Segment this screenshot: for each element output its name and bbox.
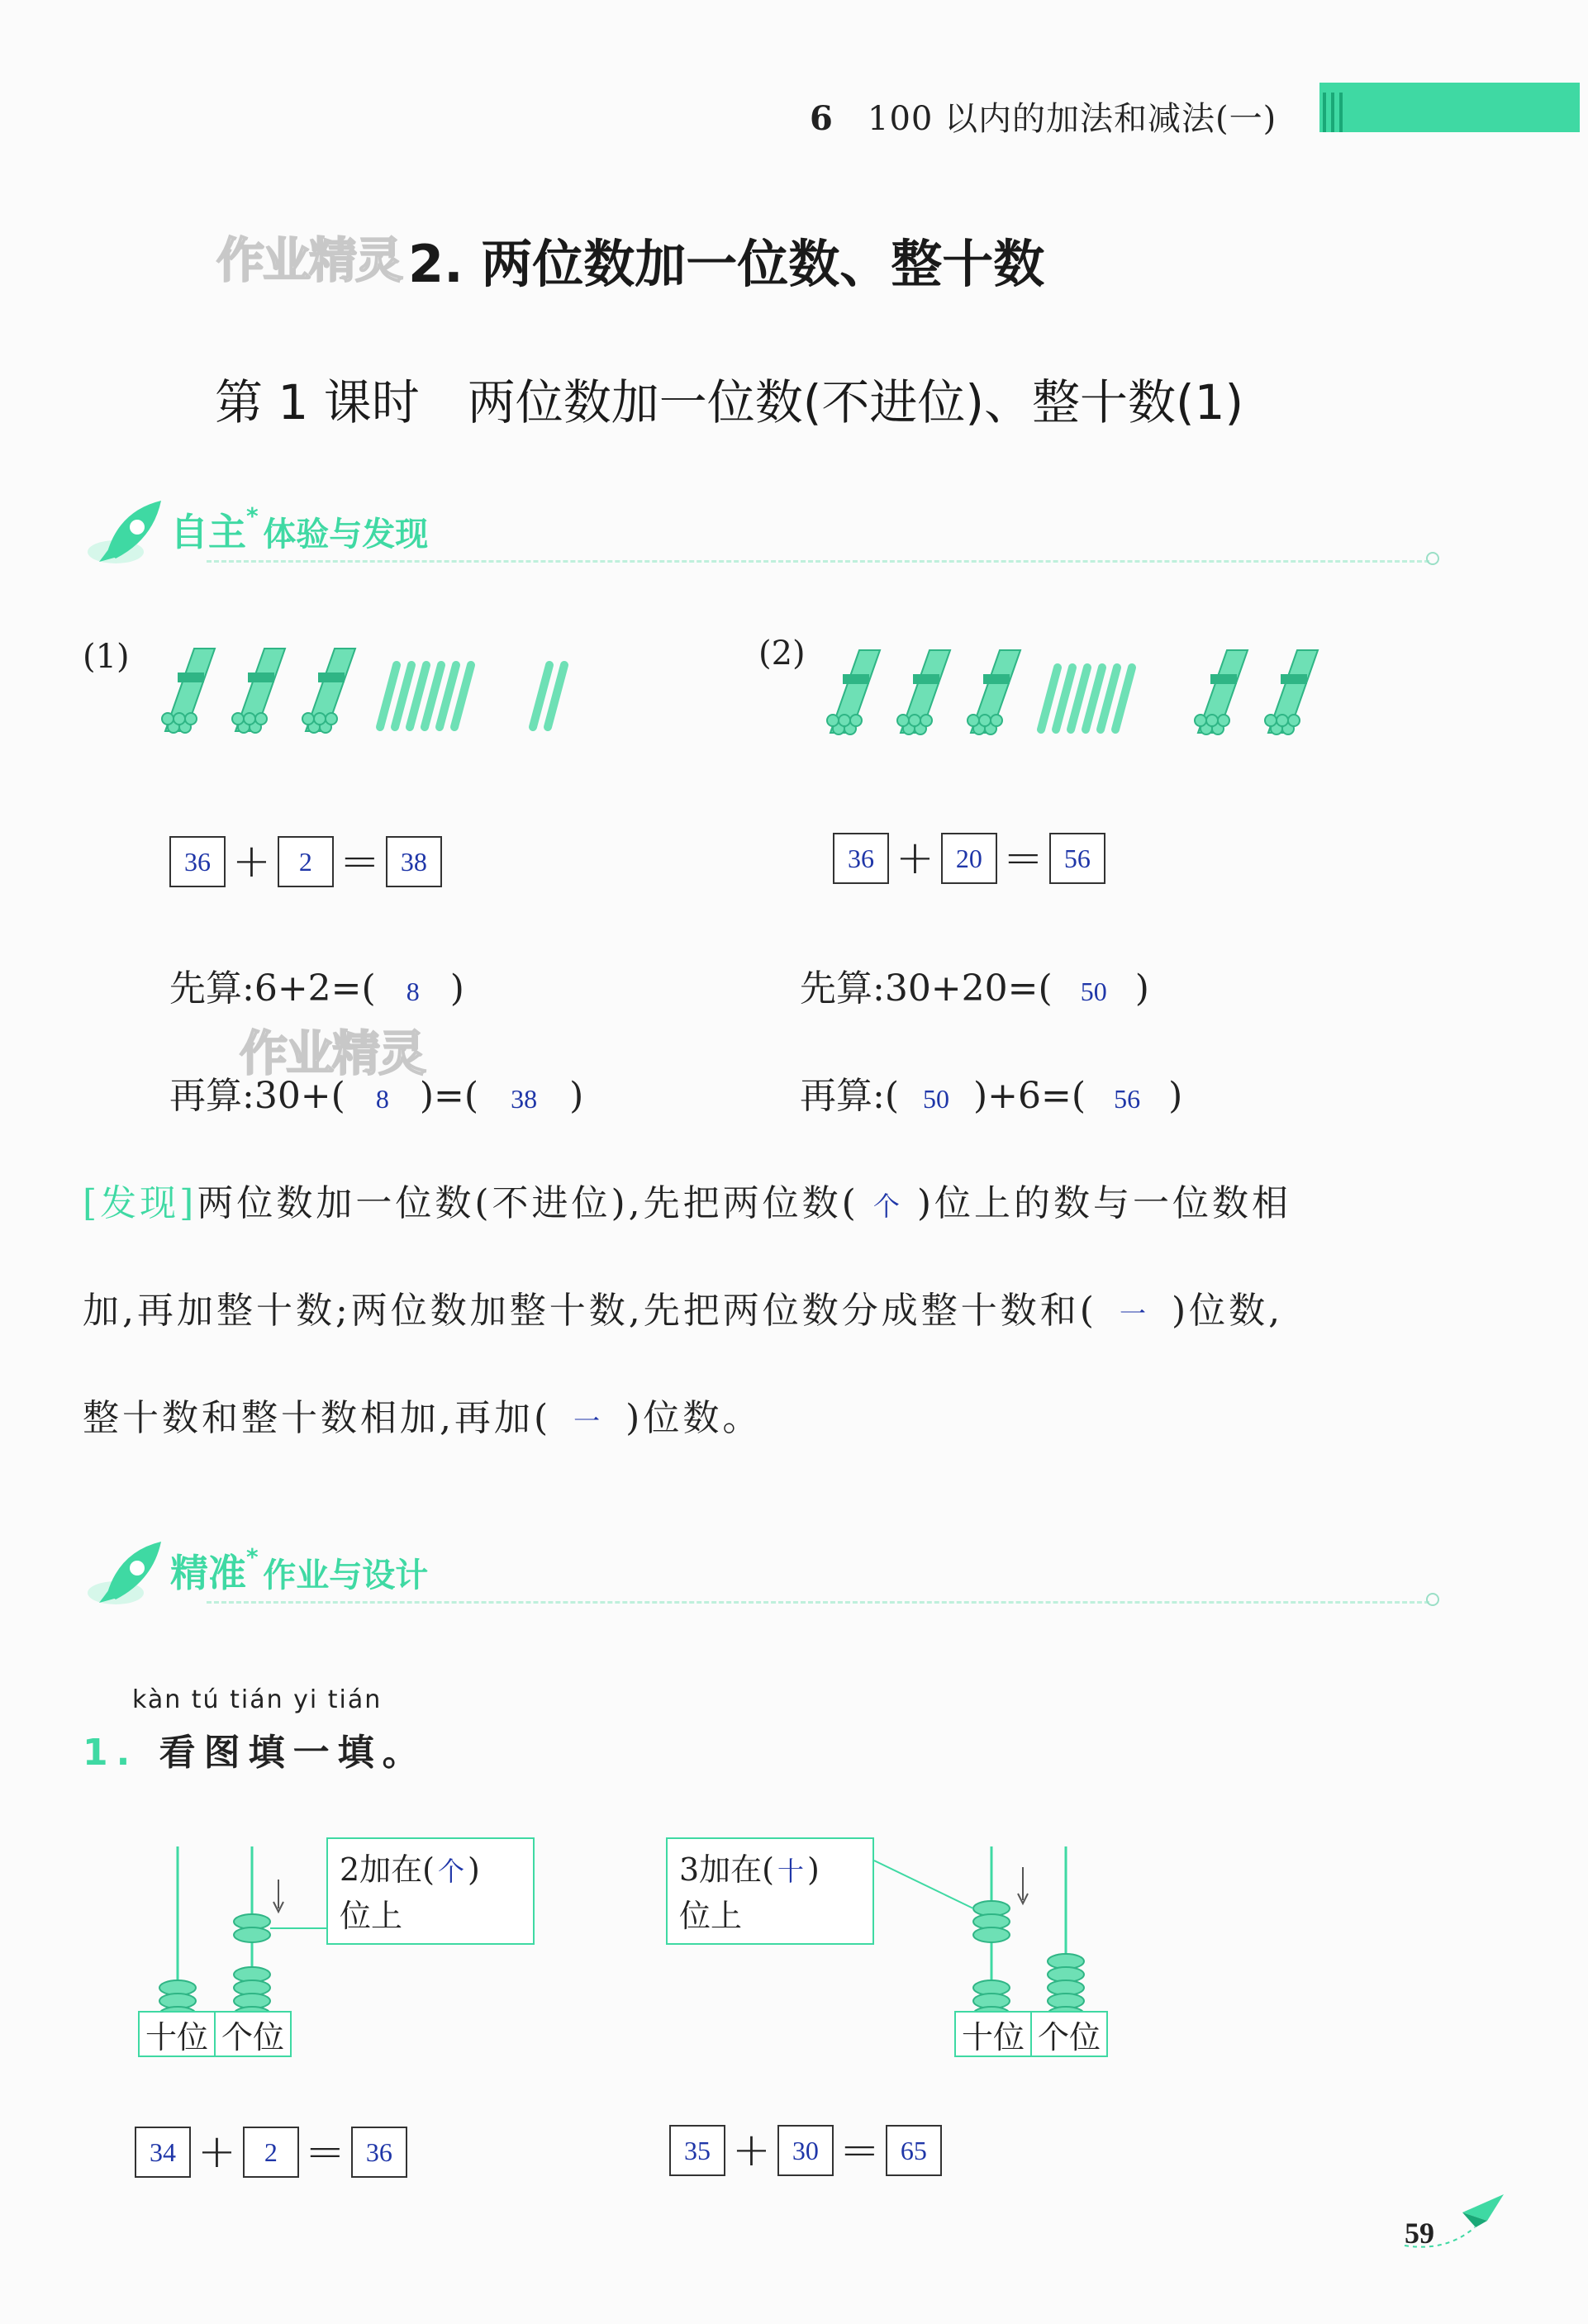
watermark-top: 作业精灵: [216, 232, 402, 288]
paper-plane-icon: [1396, 2188, 1520, 2254]
part1-eq-a[interactable]: 36: [169, 836, 226, 887]
part1-then-step: 再算:30+( 8 )=( 38 ): [169, 1075, 584, 1117]
q1-pinyin: kàn tú tián yi tián: [132, 1685, 383, 1714]
rocket-icon: [83, 1535, 174, 1614]
part2-then-answer-2[interactable]: 56: [1114, 1084, 1141, 1114]
equals-sign: =: [839, 2123, 879, 2177]
part1-then-answer-2[interactable]: 38: [511, 1084, 538, 1114]
right-equation: [669, 2125, 942, 2176]
divider-dot: [1426, 552, 1439, 565]
part2-equation: [833, 833, 1105, 884]
left-eq-c[interactable]: 36: [351, 2127, 407, 2178]
right-callout-answer[interactable]: 十: [777, 1856, 805, 1887]
rocket-icon: [83, 494, 174, 573]
section-practice-title: 精准* 作业与设计: [170, 1543, 429, 1595]
part2-eq-c[interactable]: 56: [1049, 833, 1105, 884]
ones-place-label: 个位: [214, 2013, 290, 2055]
part1-equation: [169, 836, 442, 887]
discovery-tag: [发现]: [83, 1182, 197, 1224]
lesson-title: 2. 两位数加一位数、整十数: [408, 234, 1045, 294]
plus-sign: +: [732, 2123, 771, 2177]
right-place-value-labels: [954, 2011, 1108, 2057]
right-eq-a[interactable]: 35: [669, 2125, 725, 2176]
plus-sign: +: [896, 831, 934, 885]
equals-sign: =: [340, 834, 379, 888]
part2-then-answer-1[interactable]: 50: [923, 1084, 949, 1114]
right-callout: 3加在( 十 ) 位上: [666, 1837, 874, 1945]
part2-label: (2): [758, 634, 806, 672]
header-stripes-decoration: [1319, 93, 1353, 132]
section-divider: [207, 560, 1429, 563]
header-accent-bar: [1319, 83, 1580, 132]
right-eq-c[interactable]: 65: [886, 2125, 942, 2176]
left-eq-b[interactable]: 2: [243, 2127, 299, 2178]
tens-place-label: 十位: [961, 2018, 1025, 2055]
right-abacus-image: [874, 1842, 1122, 2024]
left-eq-a[interactable]: 34: [135, 2127, 191, 2178]
watermark-middle: 作业精灵: [240, 1025, 426, 1081]
part2-eq-a[interactable]: 36: [833, 833, 889, 884]
equals-sign: =: [1003, 831, 1043, 885]
part2-then-step: 再算:( 50 )+6=( 56 ): [800, 1075, 1183, 1117]
left-place-value-labels: [138, 2011, 292, 2057]
part2-first-step: 先算:30+20=( 50 ): [800, 967, 1149, 1010]
part1-label: (1): [83, 638, 130, 676]
ones-place-label: 个位: [1030, 2013, 1106, 2055]
left-callout: 2加在( 个 ) 位上: [326, 1837, 535, 1945]
part1-eq-c[interactable]: 38: [386, 836, 442, 887]
tens-place-label: 十位: [145, 2018, 208, 2055]
part1-bundles-image: [149, 640, 595, 739]
section-divider: [207, 1601, 1429, 1604]
discovery-line-2: 加,再加整十数;两位数加整十数,先把两位数分成整十数和( 一 )位数,: [83, 1290, 1284, 1332]
part2-first-answer[interactable]: 50: [1080, 977, 1107, 1006]
page-number: 59: [1405, 2217, 1434, 2250]
discovery-answer-1[interactable]: 个: [872, 1191, 903, 1222]
q1-prompt: 1. 看图填一填。: [83, 1732, 427, 1774]
right-eq-b[interactable]: 30: [777, 2125, 834, 2176]
plus-sign: +: [232, 834, 271, 888]
chapter-header: 6 100 以内的加法和减法(一): [810, 99, 1277, 138]
equals-sign: =: [305, 2125, 345, 2179]
part2-bundles-image: [814, 640, 1343, 744]
discovery-answer-2[interactable]: 一: [1119, 1298, 1149, 1329]
plus-sign: +: [197, 2125, 236, 2179]
discovery-line-1: [发现]两位数加一位数(不进位),先把两位数( 个 )位上的数与一位数相: [83, 1182, 1291, 1224]
section-self-study-title: 自主* 体验与发现: [170, 502, 429, 554]
lesson-subtitle: 第 1 课时 两位数加一位数(不进位)、整十数(1): [215, 374, 1244, 430]
part2-eq-b[interactable]: 20: [941, 833, 997, 884]
left-equation: [135, 2127, 407, 2178]
left-callout-answer[interactable]: 个: [438, 1856, 465, 1887]
part1-then-answer-1[interactable]: 8: [375, 1084, 389, 1114]
part1-eq-b[interactable]: 2: [278, 836, 334, 887]
part1-first-answer[interactable]: 8: [406, 977, 420, 1006]
divider-dot: [1426, 1593, 1439, 1606]
part1-first-step: 先算:6+2=( 8 ): [169, 967, 464, 1010]
discovery-line-3: 整十数和整十数相加,再加( 一 )位数。: [83, 1397, 763, 1439]
discovery-answer-3[interactable]: 一: [573, 1405, 604, 1437]
